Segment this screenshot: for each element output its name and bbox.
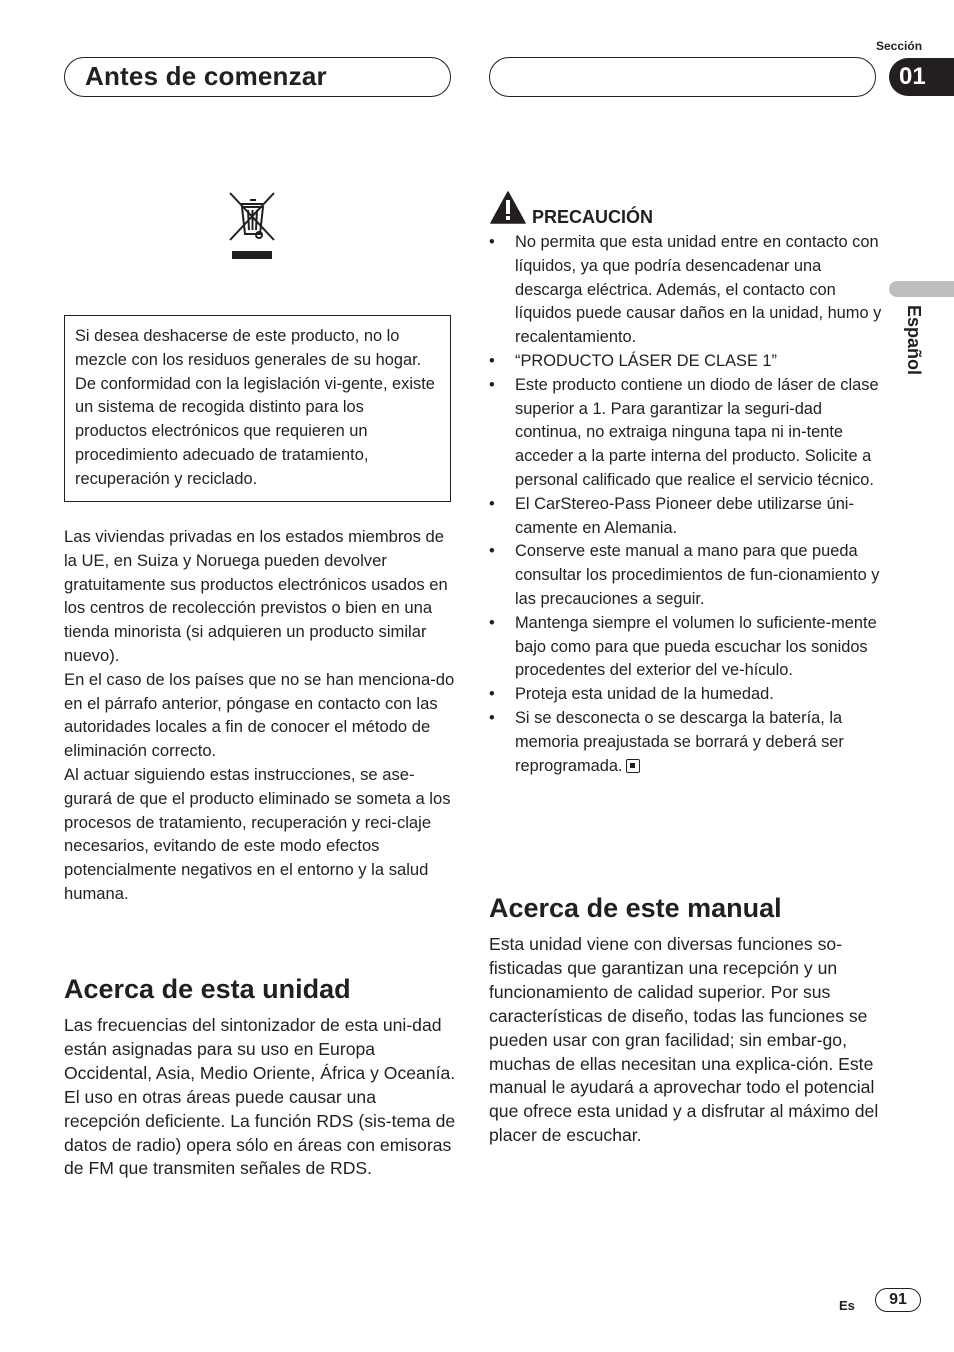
caution-item: • El CarStereo-Pass Pioneer debe utilizarse úni-camente en Alemania. xyxy=(489,493,884,541)
section-label: Sección xyxy=(876,39,923,53)
crossed-out-wheelie-bin-icon xyxy=(226,190,278,262)
caution-item-text: Si se desconecta o se descarga la batería, la memoria preajustada se borrará y deberá ser reprogramada. xyxy=(515,708,844,775)
disposal-notice-box: Si desea deshacerse de este producto, no lo mezcle con los residuos generales de su hogar. De conformidad con la legislación vi-gente, existe un sistema de recogida distinto para los productos electrónicos que requieren un procedimiento adecuado de tratamiento, recuperación y reciclado. xyxy=(64,315,451,502)
caution-item-last xyxy=(489,707,884,778)
end-of-section-icon xyxy=(626,759,640,773)
caution-item: • Conserve este manual a mano para que pueda consultar los procedimientos de fun-cionamiento y las precauciones a seguir. xyxy=(489,540,884,611)
caution-item: • Mantenga siempre el volumen lo suficiente-mente bajo como para que pueda escuchar los sonidos procedentes del exterior del ve-hículo. xyxy=(489,612,884,683)
disposal-paragraph: Las viviendas privadas en los estados miembros de la UE, en Suiza y Noruega pueden devolver gratuitamente sus productos electrónicos usados en los centros de recolección previstos o bien en una tienda minorista (si adquieren un producto similar nuevo). xyxy=(64,527,448,665)
caution-item: • “PRODUCTO LÁSER DE CLASE 1” xyxy=(489,350,884,374)
language-tab-label: Español xyxy=(904,305,924,376)
warning-triangle-icon xyxy=(490,191,526,225)
about-unit-heading: Acerca de esta unidad xyxy=(64,974,351,1004)
header-empty-frame xyxy=(489,57,876,97)
page-number: 91 xyxy=(875,1288,921,1312)
caution-item: • No permita que esta unidad entre en contacto con líquidos, ya que podría desencadenar una descarga eléctrica. Además, el contacto con líquidos puede causar daños en la unidad, humo y recalentamiento. xyxy=(489,231,884,350)
page-title: Antes de comenzar xyxy=(85,61,327,91)
about-unit-body: Las frecuencias del sintonizador de esta uni-dad están asignadas para su uso en Europa Occidental, Asia, Medio Oriente, África y Oceanía. El uso en otras áreas puede causar una recepción deficiente. La función RDS (sis-tema de datos de radio) opera sólo en áreas con emisoras de FM que transmiten señales de RDS. xyxy=(64,1015,456,1179)
section-number-badge: 01 xyxy=(889,58,954,96)
language-tab-marker xyxy=(889,281,954,297)
caution-title: PRECAUCIÓN xyxy=(532,207,654,227)
disposal-text xyxy=(64,525,456,906)
header-title-frame xyxy=(64,57,451,97)
disposal-paragraph: En el caso de los países que no se han menciona-do en el párrafo anterior, póngase en contacto con las autoridades locales a fin de conocer el método de eliminación correcto. xyxy=(64,669,455,761)
footer-language-code: Es xyxy=(839,1298,855,1313)
caution-item: • Proteja esta unidad de la humedad. xyxy=(489,683,884,707)
caution-list xyxy=(489,231,884,778)
caution-item: • Este producto contiene un diodo de láser de clase superior a 1. Para garantizar la seguri-dad continua, no extraiga ninguna tapa ni in-tente acceder a la parte interna del producto. Solicite a personal calificado que realice el servicio técnico. xyxy=(489,374,884,493)
about-manual-heading: Acerca de este manual xyxy=(489,893,782,923)
about-manual-body: Esta unidad viene con diversas funciones so-fisticadas que garantizan una recepción y un funcionamiento de calidad superior. Por sus características de diseño, todas las funciones se pueden usar con gran facilidad; sin embar-go, muchas de ellas necesitan una explica-ción. Este manual le ayudará a aprovechar todo el potencial que ofrece esta unidad y a disfrutar al máximo del placer de escuchar. xyxy=(489,934,879,1146)
disposal-paragraph: Al actuar siguiendo estas instrucciones, se ase-gurará de que el producto eliminado se someta a los procesos de tratamiento, recuperación y reci-claje necesarios, evitando de este modo efectos potencialmente negativos en el entorno y la salud humana. xyxy=(64,764,451,903)
